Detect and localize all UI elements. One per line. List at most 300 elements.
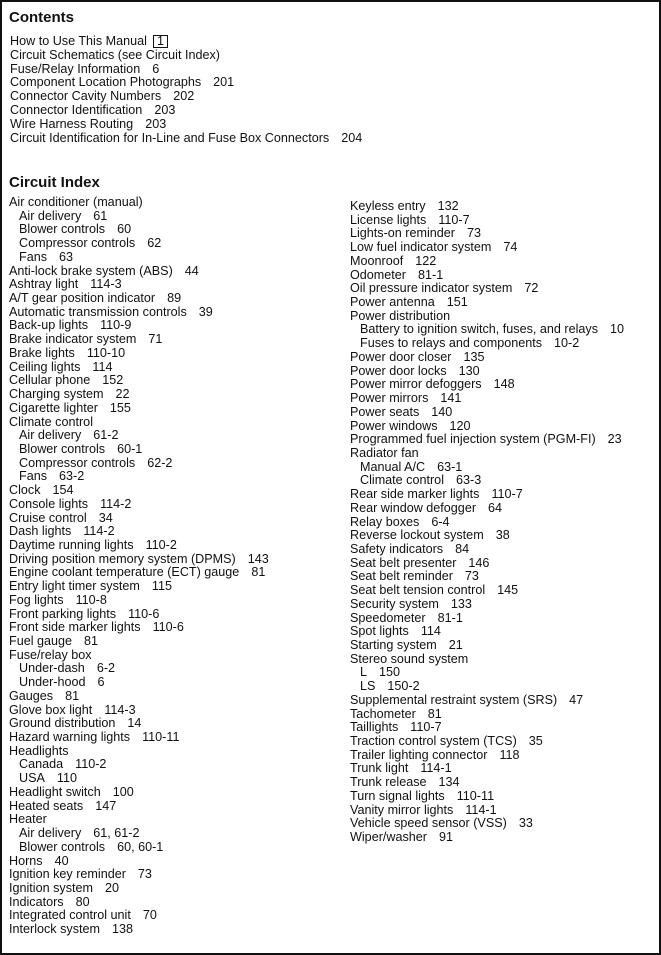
index-entry-text: Heater — [9, 812, 47, 827]
page-number: 138 — [111, 922, 133, 937]
page-number: 143 — [247, 551, 269, 566]
index-entry — [350, 708, 624, 722]
index-entry — [9, 278, 269, 292]
contents-item — [10, 118, 362, 132]
index-entry — [350, 831, 624, 845]
page-number: 118 — [499, 747, 520, 762]
index-entry — [350, 804, 624, 818]
index-entry — [350, 420, 624, 434]
page-number: 114-2 — [83, 524, 115, 539]
page-number: 10 — [610, 322, 625, 337]
index-entry — [9, 635, 269, 649]
index-entry — [9, 594, 269, 608]
index-entry — [9, 649, 269, 663]
page-number: 203 — [154, 102, 176, 117]
index-entry — [9, 429, 269, 443]
index-entry — [350, 735, 624, 749]
index-entry-text: Spot lights — [350, 624, 409, 639]
index-entry — [9, 333, 269, 347]
index-entry-text: Air delivery — [19, 208, 82, 223]
page-number: 115 — [151, 579, 172, 594]
index-entry — [350, 598, 624, 612]
page-number: 23 — [607, 432, 622, 447]
index-entry — [350, 529, 624, 543]
index-entry-text: Odometer — [350, 267, 406, 282]
index-entry-text: Trunk release — [350, 775, 427, 790]
index-entry — [350, 721, 624, 735]
index-entry — [350, 762, 624, 776]
index-entry — [9, 758, 269, 772]
page-number: 110-11 — [456, 788, 495, 803]
page-number: 150 — [379, 665, 401, 680]
page-number: 122 — [415, 253, 437, 268]
index-entry-text: Clock — [9, 483, 41, 498]
page-number: 70 — [142, 908, 157, 923]
index-entry-text: Manual A/C — [360, 459, 426, 474]
page-number: 145 — [497, 583, 519, 598]
index-entry-text: Speedometer — [350, 610, 426, 625]
index-entry-text: Climate control — [360, 473, 444, 488]
page-number: 148 — [493, 377, 515, 392]
page-number: 63 — [59, 249, 74, 264]
index-entry-text: Indicators — [9, 894, 64, 909]
page-number: 114-1 — [420, 761, 452, 776]
page-number: 38 — [495, 528, 510, 543]
page-number: 73 — [464, 569, 479, 584]
index-entry-text: License lights — [350, 212, 427, 227]
index-entry-text: Air conditioner (manual) — [9, 195, 143, 209]
index-entry — [9, 553, 269, 567]
index-entry — [9, 416, 269, 430]
index-entry — [350, 749, 624, 763]
page-number: 6-4 — [431, 514, 450, 529]
index-entry-text: Glove box light — [9, 702, 93, 717]
page-number: 35 — [528, 734, 543, 749]
index-entry-text: Driving position memory system (DPMS) — [9, 551, 236, 566]
index-entry — [350, 502, 624, 516]
index-entry — [9, 813, 269, 827]
page-number: 63-3 — [456, 473, 482, 488]
index-entry — [9, 512, 269, 526]
index-entry — [350, 653, 624, 667]
page-number: 134 — [438, 775, 460, 790]
index-entry — [350, 817, 624, 831]
page-number: 63-2 — [59, 469, 85, 484]
page-number: 114-2 — [100, 496, 132, 511]
page-number: 114 — [92, 359, 113, 374]
page-number: 140 — [431, 404, 453, 419]
index-entry-text: Brake lights — [9, 345, 75, 360]
page-number: 14 — [127, 716, 142, 731]
index-entry-text: Climate control — [9, 414, 93, 429]
index-entry-text: Moonroof — [350, 253, 404, 268]
page-number: 81 — [251, 565, 266, 580]
index-entry-text: Oil pressure indicator system — [350, 281, 513, 296]
contents-item-text: Connector Cavity Numbers — [10, 89, 162, 104]
page-number: 110-2 — [145, 537, 177, 552]
index-entry-text: Battery to ignition switch, fuses, and relays — [360, 322, 598, 337]
index-entry-text: Tachometer — [350, 706, 416, 721]
index-entry-text: Blower controls — [19, 222, 106, 237]
index-entry — [9, 402, 269, 416]
page-number: 114-3 — [104, 702, 136, 717]
page-number: 63-1 — [437, 459, 463, 474]
index-entry — [9, 745, 269, 759]
page-number: 130 — [458, 363, 480, 378]
index-entry — [350, 282, 624, 296]
index-entry-text: Rear window defogger — [350, 500, 477, 515]
index-entry — [9, 525, 269, 539]
index-entry — [9, 210, 269, 224]
index-entry-text: Lights-on reminder — [350, 226, 455, 241]
page-number: 81-1 — [437, 610, 463, 625]
page-number: 84 — [455, 541, 470, 556]
index-entry-text: Starting system — [350, 638, 437, 652]
contents-item — [10, 90, 362, 104]
index-entry-text: Ground distribution — [9, 716, 116, 731]
index-entry — [350, 337, 624, 351]
contents-item — [10, 63, 362, 77]
page-number: 133 — [450, 596, 472, 611]
index-entry — [9, 923, 269, 937]
page-number: 110 — [56, 771, 77, 786]
index-entry — [9, 827, 269, 841]
index-entry — [9, 484, 269, 498]
index-entry — [350, 200, 624, 214]
index-entry — [9, 621, 269, 635]
page-number: 60 — [117, 222, 132, 237]
index-entry-text: Fuses to relays and components — [360, 336, 543, 351]
page-number: 110-7 — [438, 212, 470, 227]
page-number: 155 — [109, 400, 131, 415]
page-number: 147 — [95, 798, 117, 813]
index-entry-text: Low fuel indicator system — [350, 240, 492, 255]
index-entry-text: Fuel gauge — [9, 634, 73, 648]
page-number: 81 — [84, 634, 99, 648]
index-entry-text: Front parking lights — [9, 606, 117, 621]
page-number: 61-2 — [93, 428, 119, 443]
page-number: 110-6 — [128, 606, 160, 621]
page-number: 154 — [52, 483, 74, 498]
page-number: 150-2 — [387, 679, 420, 694]
index-entry — [9, 457, 269, 471]
index-entry-text: Trunk light — [350, 761, 409, 776]
page-number: 146 — [468, 555, 490, 570]
index-entry — [350, 488, 624, 502]
index-entry — [350, 570, 624, 584]
index-entry-text: Seat belt tension control — [350, 583, 486, 598]
index-entry-text: Power windows — [350, 418, 438, 433]
index-entry-text: Compressor controls — [19, 236, 136, 251]
contents-item-text: Circuit Schematics (see Circuit Index) — [10, 47, 220, 62]
index-entry — [9, 498, 269, 512]
index-entry-text: Radiator fan — [350, 445, 419, 460]
index-entry — [350, 612, 624, 626]
index-entry — [350, 694, 624, 708]
page-number: 110-2 — [75, 757, 107, 772]
index-entry — [350, 365, 624, 379]
page-number: 72 — [524, 281, 539, 296]
page-number: 62 — [147, 236, 162, 251]
index-entry-text: Air delivery — [19, 428, 82, 443]
page-number: 73 — [467, 226, 482, 241]
index-entry — [9, 662, 269, 676]
page-number: 151 — [446, 295, 468, 310]
page-number: 6 — [97, 675, 105, 690]
page-number: 74 — [503, 240, 518, 255]
index-entry — [350, 351, 624, 365]
index-entry — [350, 666, 624, 680]
index-entry — [350, 461, 624, 475]
page-number: 202 — [173, 89, 195, 104]
contents-item-text: Component Location Photographs — [10, 75, 202, 90]
index-entry-text: Stereo sound system — [350, 651, 469, 666]
page-number: 60, 60-1 — [117, 839, 164, 854]
index-entry-text: Under-dash — [19, 661, 85, 676]
index-entry-text: Blower controls — [19, 441, 106, 456]
index-entry-text: Fans — [19, 469, 47, 484]
page-number: 203 — [145, 116, 167, 131]
index-entry-text: Vehicle speed sensor (VSS) — [350, 816, 507, 831]
index-entry-text: Cruise control — [9, 510, 87, 525]
index-entry-text: Headlights — [9, 743, 69, 758]
index-entry — [9, 676, 269, 690]
page-number: 89 — [167, 291, 182, 306]
index-entry-text: Cellular phone — [9, 373, 91, 388]
page-number: 62-2 — [147, 455, 173, 470]
index-entry — [9, 443, 269, 457]
index-entry-text: Integrated control unit — [9, 908, 131, 923]
page-number: 114 — [420, 624, 441, 639]
contents-item — [10, 49, 362, 63]
index-entry — [9, 704, 269, 718]
index-entry — [9, 251, 269, 265]
index-entry-text: Dash lights — [9, 524, 72, 539]
index-entry — [350, 310, 624, 324]
contents-item-text: Circuit Identification for In-Line and Fuse Box Connectors — [10, 130, 330, 145]
page-number: 110-8 — [75, 592, 107, 607]
page-number: 110-7 — [491, 487, 523, 502]
index-entry — [9, 361, 269, 375]
page-number: 61 — [93, 208, 108, 223]
contents-list — [10, 35, 362, 145]
circuit-index-left-column — [9, 196, 269, 937]
index-entry — [9, 786, 269, 800]
page-number: 33 — [518, 816, 533, 831]
index-entry-text: Fans — [19, 249, 47, 264]
index-entry-text: Horns — [9, 853, 43, 868]
page-number: 152 — [102, 373, 124, 388]
page-number: 114-3 — [90, 277, 122, 292]
index-entry-text: Air delivery — [19, 826, 82, 841]
index-entry-text: Turn signal lights — [350, 788, 445, 803]
index-entry-text: Cigarette lighter — [9, 400, 98, 415]
index-entry — [9, 223, 269, 237]
page-number: 110-9 — [100, 318, 132, 333]
index-entry-text: Taillights — [350, 720, 399, 735]
index-entry-text: Engine coolant temperature (ECT) gauge — [9, 565, 240, 580]
page-number: 40 — [54, 853, 69, 868]
index-entry-text: USA — [19, 771, 45, 786]
index-entry-text: Daytime running lights — [9, 537, 134, 552]
index-entry-text: L — [360, 665, 368, 680]
index-entry — [9, 319, 269, 333]
index-entry-text: Keyless entry — [350, 199, 426, 213]
index-entry-text: Power door closer — [350, 349, 452, 364]
page-number: 44 — [184, 263, 199, 278]
index-entry-text: Anti-lock brake system (ABS) — [9, 263, 173, 278]
index-entry — [350, 227, 624, 241]
index-entry-text: Safety indicators — [350, 541, 444, 556]
index-entry-text: Entry light timer system — [9, 579, 140, 594]
index-entry-text: Vanity mirror lights — [350, 802, 454, 817]
page-number: 22 — [115, 387, 130, 402]
index-entry-text: Traction control system (TCS) — [350, 734, 517, 749]
index-entry — [350, 255, 624, 269]
index-entry-text: Ashtray light — [9, 277, 79, 292]
index-entry — [350, 516, 624, 530]
index-entry-text: Seat belt presenter — [350, 555, 457, 570]
page-number: 110-11 — [142, 730, 180, 745]
index-entry — [350, 269, 624, 283]
index-entry — [9, 800, 269, 814]
contents-item-text: Wire Harness Routing — [10, 116, 134, 131]
page-number: 73 — [137, 867, 152, 882]
index-entry-text: Power seats — [350, 404, 420, 419]
index-entry — [350, 625, 624, 639]
index-entry-text: Seat belt reminder — [350, 569, 453, 584]
index-entry-text: Reverse lockout system — [350, 528, 484, 543]
index-entry-text: Wiper/washer — [350, 830, 427, 845]
index-entry-text: Hazard warning lights — [9, 730, 131, 745]
index-entry — [350, 406, 624, 420]
page-number: 204 — [341, 130, 363, 145]
index-entry — [350, 639, 624, 653]
index-entry-text: Headlight switch — [9, 784, 101, 799]
index-entry-text: Canada — [19, 757, 64, 772]
page-number: 110-10 — [86, 345, 126, 360]
contents-item-text: Fuse/Relay Information — [10, 61, 141, 76]
index-entry — [9, 374, 269, 388]
index-entry-text: Relay boxes — [350, 514, 420, 529]
index-entry — [9, 539, 269, 553]
index-entry — [9, 347, 269, 361]
page-number: 80 — [75, 894, 90, 909]
page-number: 71 — [148, 332, 163, 347]
index-entry-text: Front side marker lights — [9, 620, 141, 635]
index-entry — [350, 447, 624, 461]
contents-item — [10, 76, 362, 90]
index-entry-text: Power antenna — [350, 295, 435, 310]
page-number: 120 — [449, 418, 471, 433]
index-entry — [350, 296, 624, 310]
page-number: 100 — [112, 784, 134, 799]
page-number: 20 — [105, 880, 120, 895]
page-number: 201 — [213, 75, 235, 90]
index-entry — [350, 584, 624, 598]
page-number: 114-1 — [465, 802, 497, 817]
index-entry — [9, 237, 269, 251]
index-entry — [350, 557, 624, 571]
page-number: 21 — [448, 638, 463, 652]
index-entry — [9, 566, 269, 580]
index-entry-text: Supplemental restraint system (SRS) — [350, 692, 558, 707]
index-entry — [350, 433, 624, 447]
index-entry — [350, 543, 624, 557]
index-entry-text: LS — [360, 679, 376, 694]
contents-item-text: Connector Identification — [10, 102, 143, 117]
page-number-box: 1 — [153, 35, 168, 48]
contents-item — [10, 35, 362, 49]
contents-item-text: How to Use This Manual — [10, 34, 147, 48]
index-entry — [9, 580, 269, 594]
contents-item — [10, 104, 362, 118]
page-number: 81 — [427, 706, 442, 721]
index-entry — [9, 882, 269, 896]
page-number: 10-2 — [554, 336, 580, 351]
index-entry — [9, 855, 269, 869]
index-entry-text: Blower controls — [19, 839, 106, 854]
page-number: 60-1 — [117, 441, 143, 456]
index-entry — [350, 378, 624, 392]
page-number: 132 — [437, 199, 459, 213]
index-entry — [9, 717, 269, 731]
index-entry — [9, 265, 269, 279]
index-entry — [9, 608, 269, 622]
page-number: 39 — [198, 304, 213, 319]
index-entry-text: Back-up lights — [9, 318, 89, 333]
index-entry-text: Security system — [350, 596, 439, 611]
index-entry — [9, 388, 269, 402]
index-entry-text: Console lights — [9, 496, 89, 511]
index-entry-text: Trailer lighting connector — [350, 747, 488, 762]
page-number: 6-2 — [96, 661, 116, 676]
contents-item — [10, 132, 362, 146]
index-entry-text: Fuse/relay box — [9, 647, 92, 662]
index-entry — [9, 731, 269, 745]
page-number: 141 — [440, 391, 462, 406]
index-entry — [350, 241, 624, 255]
index-entry-text: Rear side marker lights — [350, 487, 480, 502]
index-entry — [350, 680, 624, 694]
index-entry-text: Brake indicator system — [9, 332, 137, 347]
page-number: 81 — [65, 688, 80, 703]
index-entry — [350, 392, 624, 406]
page-number: 110-6 — [152, 620, 184, 635]
index-entry — [350, 474, 624, 488]
page-number: 34 — [98, 510, 113, 525]
index-entry-text: Fog lights — [9, 592, 64, 607]
index-entry — [9, 196, 269, 210]
page-number: 61, 61-2 — [93, 826, 140, 841]
index-entry — [9, 690, 269, 704]
index-entry — [9, 306, 269, 320]
index-entry-text: Gauges — [9, 688, 54, 703]
index-entry-text: Power distribution — [350, 308, 451, 323]
index-entry-text: Interlock system — [9, 922, 100, 937]
page-number: 64 — [488, 500, 503, 515]
index-entry-text: Power mirrors — [350, 391, 429, 406]
index-entry — [9, 772, 269, 786]
index-entry — [350, 323, 624, 337]
index-entry — [9, 868, 269, 882]
circuit-index-heading: Circuit Index — [9, 174, 100, 191]
page-number: 110-7 — [410, 720, 442, 735]
index-entry-text: Ignition key reminder — [9, 867, 126, 882]
index-entry-text: Automatic transmission controls — [9, 304, 187, 319]
index-entry-text: A/T gear position indicator — [9, 291, 156, 306]
index-entry-text: Ignition system — [9, 880, 93, 895]
